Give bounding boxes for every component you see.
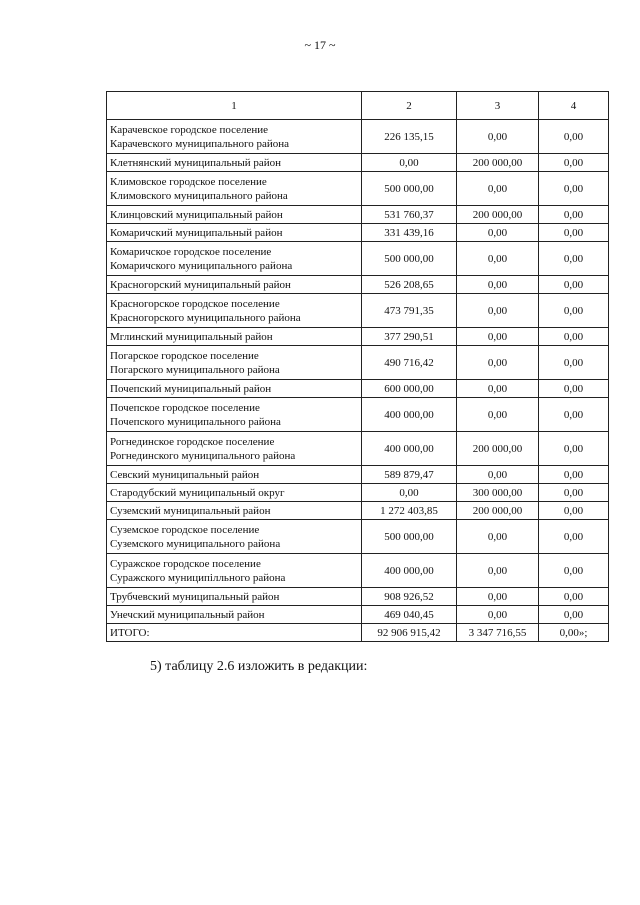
cell-col3: 300 000,00 <box>457 484 539 502</box>
cell-col2: 400 000,00 <box>362 398 457 432</box>
cell-col3: 0,00 <box>457 554 539 588</box>
table-row <box>107 242 609 276</box>
column-header: 3 <box>457 92 539 120</box>
cell-col2: 377 290,51 <box>362 328 457 346</box>
cell-col2: 0,00 <box>362 154 457 172</box>
cell-name: Стародубский муниципальный округ <box>107 484 362 502</box>
cell-col2: 500 000,00 <box>362 172 457 206</box>
cell-name: Суземский муниципальный район <box>107 502 362 520</box>
cell-col2: 500 000,00 <box>362 242 457 276</box>
table-row <box>107 328 609 346</box>
cell-col2: 400 000,00 <box>362 554 457 588</box>
table-row <box>107 120 609 154</box>
table-row <box>107 466 609 484</box>
cell-col2: 908 926,52 <box>362 588 457 606</box>
cell-col2: 500 000,00 <box>362 520 457 554</box>
cell-col4: 0,00 <box>539 346 609 380</box>
cell-col3: 0,00 <box>457 120 539 154</box>
cell-name: Мглинский муниципальный район <box>107 328 362 346</box>
cell-name: Клетнянский муниципальный район <box>107 154 362 172</box>
cell-col3: 0,00 <box>457 346 539 380</box>
cell-name: Красногорское городское поселение Красногорского муниципального района <box>107 294 362 328</box>
table-row <box>107 294 609 328</box>
cell-col2: 589 879,47 <box>362 466 457 484</box>
cell-col4: 0,00 <box>539 432 609 466</box>
page-number: ~ 17 ~ <box>304 38 336 52</box>
total-row <box>107 624 609 642</box>
cell-col4: 0,00 <box>539 294 609 328</box>
table-row <box>107 172 609 206</box>
cell-col3: 3 347 716,55 <box>457 624 539 642</box>
column-header: 4 <box>539 92 609 120</box>
table-row <box>107 380 609 398</box>
cell-name: Почепский муниципальный район <box>107 380 362 398</box>
cell-name: Карачевское городское поселение Карачевского муниципального района <box>107 120 362 154</box>
cell-col4: 0,00 <box>539 172 609 206</box>
table-row <box>107 432 609 466</box>
table-row <box>107 484 609 502</box>
cell-col2: 1 272 403,85 <box>362 502 457 520</box>
cell-name: Климовское городское поселение Климовского муниципального района <box>107 172 362 206</box>
cell-col3: 200 000,00 <box>457 502 539 520</box>
cell-name: Комаричское городское поселение Комаричского муниципального района <box>107 242 362 276</box>
cell-col4: 0,00 <box>539 554 609 588</box>
cell-name: Севский муниципальный район <box>107 466 362 484</box>
cell-col4: 0,00 <box>539 224 609 242</box>
cell-col4: 0,00 <box>539 484 609 502</box>
paragraph-text: 5) таблицу 2.6 изложить в редакции: <box>150 659 368 674</box>
cell-col4: 0,00»; <box>539 624 609 642</box>
cell-col3: 200 000,00 <box>457 206 539 224</box>
cell-name: Клинцовский муниципальный район <box>107 206 362 224</box>
cell-col4: 0,00 <box>539 154 609 172</box>
cell-name: Комаричский муниципальный район <box>107 224 362 242</box>
table-row <box>107 224 609 242</box>
cell-name: Рогнединское городское поселение Рогнединского муниципального района <box>107 432 362 466</box>
cell-col3: 0,00 <box>457 224 539 242</box>
cell-col3: 0,00 <box>457 398 539 432</box>
cell-col4: 0,00 <box>539 466 609 484</box>
cell-col3: 0,00 <box>457 466 539 484</box>
cell-col3: 0,00 <box>457 380 539 398</box>
cell-col2: 600 000,00 <box>362 380 457 398</box>
table-body <box>107 92 609 642</box>
table-row <box>107 206 609 224</box>
cell-col4: 0,00 <box>539 398 609 432</box>
cell-name: Суражское городское поселение Суражского муниципілльного района <box>107 554 362 588</box>
cell-col2: 226 135,15 <box>362 120 457 154</box>
cell-col3: 200 000,00 <box>457 432 539 466</box>
cell-name: Унечский муниципальный район <box>107 606 362 624</box>
cell-col2: 490 716,42 <box>362 346 457 380</box>
cell-col4: 0,00 <box>539 328 609 346</box>
cell-name: Почепское городское поселение Почепского муниципального района <box>107 398 362 432</box>
cell-name: Трубчевский муниципальный район <box>107 588 362 606</box>
table-row <box>107 588 609 606</box>
cell-col2: 0,00 <box>362 484 457 502</box>
cell-col3: 0,00 <box>457 294 539 328</box>
cell-name: Красногорский муниципальный район <box>107 276 362 294</box>
column-header: 1 <box>107 92 362 120</box>
cell-name: Суземское городское поселение Суземского муниципального района <box>107 520 362 554</box>
table-row <box>107 154 609 172</box>
cell-col3: 0,00 <box>457 276 539 294</box>
cell-col2: 469 040,45 <box>362 606 457 624</box>
table-row <box>107 502 609 520</box>
cell-col4: 0,00 <box>539 120 609 154</box>
cell-col3: 0,00 <box>457 520 539 554</box>
cell-col4: 0,00 <box>539 502 609 520</box>
cell-col3: 200 000,00 <box>457 154 539 172</box>
cell-col4: 0,00 <box>539 606 609 624</box>
cell-col4: 0,00 <box>539 588 609 606</box>
cell-col3: 0,00 <box>457 172 539 206</box>
table-row <box>107 346 609 380</box>
cell-col2: 400 000,00 <box>362 432 457 466</box>
cell-col4: 0,00 <box>539 520 609 554</box>
cell-col2: 473 791,35 <box>362 294 457 328</box>
cell-col2: 526 208,65 <box>362 276 457 294</box>
cell-col3: 0,00 <box>457 606 539 624</box>
table-row <box>107 398 609 432</box>
cell-col2: 531 760,37 <box>362 206 457 224</box>
cell-col4: 0,00 <box>539 242 609 276</box>
cell-name: Погарское городское поселение Погарского муниципального района <box>107 346 362 380</box>
table-header-row <box>107 92 609 120</box>
table-row <box>107 606 609 624</box>
cell-col3: 0,00 <box>457 328 539 346</box>
column-header: 2 <box>362 92 457 120</box>
table-row <box>107 554 609 588</box>
cell-col3: 0,00 <box>457 242 539 276</box>
cell-col4: 0,00 <box>539 206 609 224</box>
cell-col3: 0,00 <box>457 588 539 606</box>
cell-name: ИТОГО: <box>107 624 362 642</box>
table-row <box>107 520 609 554</box>
cell-col2: 331 439,16 <box>362 224 457 242</box>
table-row <box>107 276 609 294</box>
budget-table <box>106 91 609 642</box>
cell-col2: 92 906 915,42 <box>362 624 457 642</box>
cell-col4: 0,00 <box>539 276 609 294</box>
cell-col4: 0,00 <box>539 380 609 398</box>
